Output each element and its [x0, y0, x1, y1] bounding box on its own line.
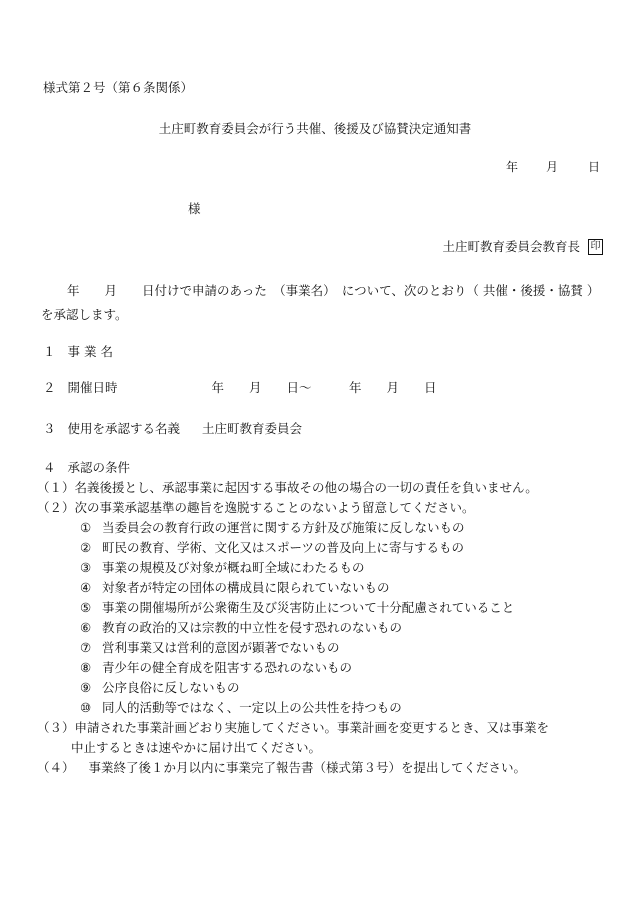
criteria-text: 対象者が特定の団体の構成員に限られていないもの	[102, 580, 390, 595]
criteria-item	[80, 642, 340, 655]
criteria-item	[80, 682, 240, 695]
section-3	[43, 423, 302, 436]
section-3-value: 土庄町教育委員会	[202, 421, 303, 436]
condition-4-text: 事業終了後１か月以内に事業完了報告書（様式第３号）を提出してください。	[88, 760, 527, 775]
criteria-text: 営利事業又は営利的意図が顕著でないもの	[102, 640, 340, 655]
section-4-number: ４	[43, 460, 56, 475]
criteria-mark: ③	[80, 560, 92, 575]
condition-1: （１）名義後援とし、承認事業に起因する事故その他の場合の一切の責任を負いません。	[37, 480, 538, 495]
date-day-label: 日	[587, 160, 600, 174]
form-label: 様式第２号（第６条関係）	[43, 80, 194, 95]
criteria-text: 事業の規模及び対象が概ね町全域にわたるもの	[102, 560, 365, 575]
criteria-item	[80, 702, 402, 715]
criteria-mark: ⑥	[80, 620, 92, 635]
criteria-mark: ⑨	[80, 680, 92, 695]
criteria-text: 公序良俗に反しないもの	[102, 680, 240, 695]
criteria-item	[80, 602, 514, 615]
criteria-mark: ①	[80, 520, 92, 535]
section-2-date-range: 年 月 日～ 年 月 日	[211, 380, 437, 395]
section-3-number: ３	[43, 421, 56, 436]
criteria-text: 事業の開催場所が公衆衛生及び災害防止について十分配慮されていること	[102, 600, 515, 615]
criteria-item	[80, 522, 465, 535]
criteria-mark: ⑤	[80, 600, 92, 615]
date-month-label: 月	[545, 160, 558, 174]
criteria-item	[80, 662, 352, 675]
criteria-text: 青少年の健全育成を阻害する恐れのないもの	[102, 660, 353, 675]
condition-4-number: （４）	[37, 760, 75, 775]
issuer-line	[442, 239, 603, 255]
criteria-item	[80, 562, 365, 575]
issue-date-line	[506, 161, 600, 173]
criteria-text: 教育の政治的又は宗教的中立性を侵す恐れのないもの	[102, 620, 403, 635]
section-2-label: 開催日時	[67, 380, 118, 395]
criteria-text: 町民の教育、学術、文化又はスポーツの普及向上に寄与するもの	[102, 540, 465, 555]
section-1-number: １	[43, 344, 56, 359]
criteria-mark: ⑩	[80, 700, 92, 715]
section-1-label: 事 業 名	[67, 344, 113, 359]
criteria-mark: ④	[80, 580, 92, 595]
criteria-mark: ⑧	[80, 660, 92, 675]
seal-mark: 印	[588, 239, 603, 255]
section-3-label: 使用を承認する名義	[67, 421, 181, 436]
section-4-heading	[43, 462, 130, 475]
addressee-suffix: 様	[188, 201, 201, 216]
section-4-label: 承認の条件	[67, 460, 131, 475]
issuer-name: 土庄町教育委員会教育長	[442, 238, 580, 254]
criteria-text: 同人的活動等ではなく、一定以上の公共性を持つもの	[102, 700, 402, 715]
document-title: 土庄町教育委員会が行う共催、後援及び協賛決定通知書	[158, 121, 472, 136]
criteria-item	[80, 622, 402, 635]
condition-4	[37, 762, 526, 775]
section-2	[43, 382, 437, 395]
intro-paragraph: 年 月 日付けで申請のあった （事業名） について、次のとおり（ 共催・後援・協賛 ）を承認します。	[41, 283, 600, 322]
section-1	[43, 346, 113, 359]
condition-2: （２）次の事業承認基準の趣旨を逸脱することのないよう留意してください。	[37, 500, 475, 515]
criteria-text: 当委員会の教育行政の運営に関する方針及び施策に反しないもの	[102, 520, 465, 535]
criteria-mark: ②	[80, 540, 92, 555]
date-year-label: 年	[505, 160, 518, 174]
condition-3-line-2: 中止するときは速やかに届け出てください。	[71, 740, 322, 755]
section-2-number: ２	[43, 380, 56, 395]
condition-3-line-1: （３）申請された事業計画どおり実施してください。事業計画を変更するとき、又は事業を	[37, 720, 550, 735]
criteria-item	[80, 542, 464, 555]
criteria-item	[80, 582, 390, 595]
criteria-mark: ⑦	[80, 640, 92, 655]
